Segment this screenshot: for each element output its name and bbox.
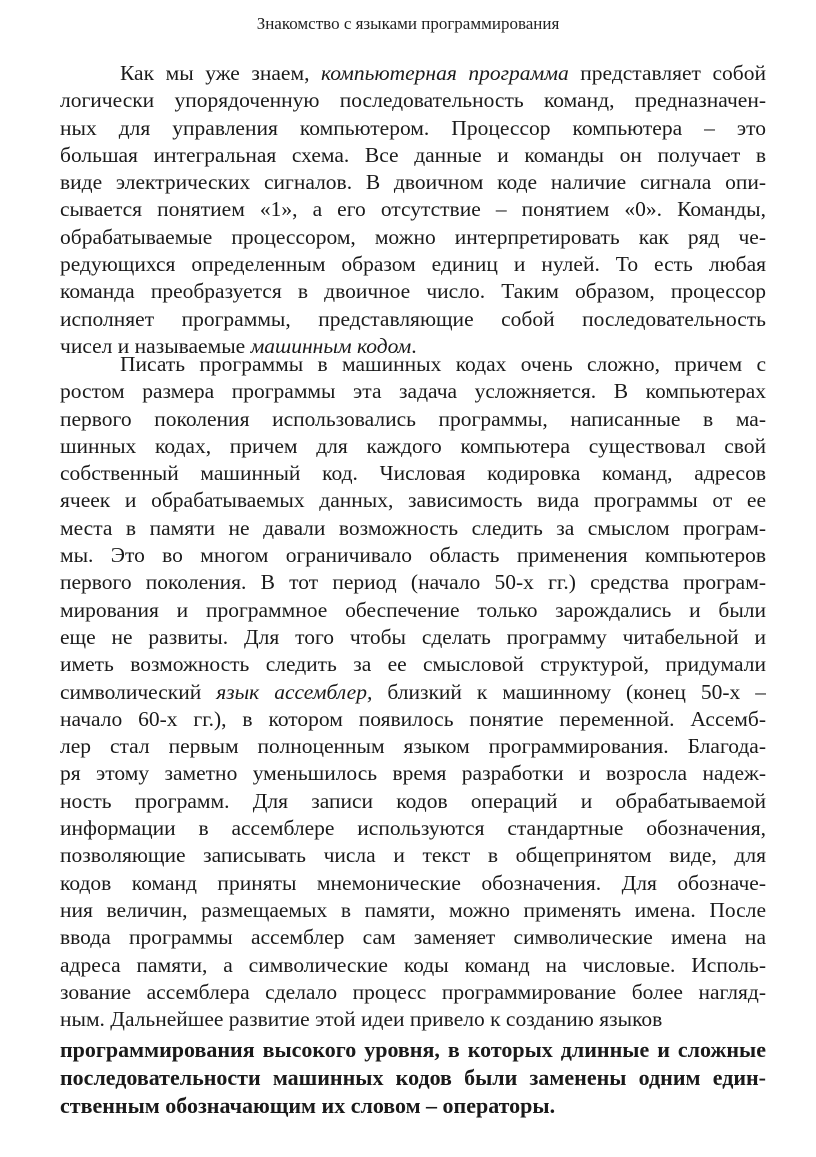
page-header: Знакомство с языками программирования [256,14,560,33]
text-line [60,60,766,87]
text-line [60,924,766,951]
text-line [60,870,766,897]
text-run: . [411,333,417,358]
text-run: сывается понятием «1», а его отсутствие – понятием «0». Команды, [60,197,766,222]
text-run: ря этому заметно уменьшилось время разработки и возросла надеж- [60,761,766,786]
text-run: начало 60-х гг.), в котором появилось понятие переменной. Ассемб- [60,706,766,731]
text-line [60,142,766,169]
text-line [60,87,766,114]
text-run: первого поколения. В тот период (начало 50-х гг.) средства програм- [60,570,766,595]
text-run: собственный машинный код. Числовая кодировка команд, адресов [60,461,766,486]
text-line [60,196,766,223]
text-run: редующихся определенным образом единиц и нулей. То есть любая [60,252,766,277]
text-run: зование ассемблера сделало процесс программирование более нагляд- [60,979,766,1004]
text-run: большая интегральная схема. Все данные и команды он получает в [60,142,766,167]
text-line [60,679,766,706]
text-line [60,378,766,405]
text-run: мы. Это во многом ограничивало область применения компьютеров [60,543,766,568]
text-line [60,1064,766,1092]
text-line [60,115,766,142]
text-run: ным. Дальнейшее развитие этой идеи привело к созданию языков [60,1007,663,1032]
text-run: представляет собой [568,61,766,85]
text-run: ния величин, размещаемых в памяти, можно применять имена. После [60,897,766,922]
text-line [60,897,766,924]
text-line [60,460,766,487]
text-line [60,406,766,433]
text-run: последовательности машинных кодов были заменены одним един- [60,1065,766,1090]
paragraph-2 [60,351,766,1033]
text-run: ввода программы ассемблер сам заменяет символические имена на [60,925,766,950]
text-run: виде электрических сигналов. В двоичном коде наличие сигнала опи- [60,170,766,195]
text-line [60,706,766,733]
text-run: ячеек и обрабатываемых данных, зависимость вида программы от ее [60,488,766,513]
text-run: адреса памяти, а символические коды команд на числовые. Исполь- [60,952,766,977]
text-line [60,624,766,651]
text-run: исполняет программы, представляющие собой последовательность [60,306,766,331]
text-line [60,651,766,678]
text-line [60,815,766,842]
text-line [60,569,766,596]
text-line [60,169,766,196]
text-run: ростом размера программы эта задача усложняется. В компьютерах [60,379,766,404]
text-line [60,487,766,514]
text-run: Писать программы в машинных кодах очень сложно, причем с [120,352,766,376]
text-run: обрабатываемые процессором, можно интерпретировать как ряд че- [60,224,766,249]
text-run: близкий к машинному (конец 50-х – [372,679,766,704]
text-run: ных для управления компьютером. Процессор компьютера – это [60,115,766,140]
text-run: позволяющие записывать числа и текст в общепринятом виде, для [60,843,766,868]
text-run: команда преобразуется в двоичное число. Таким образом, процессор [60,279,766,304]
text-run: ность программ. Для записи кодов операций и обрабатываемой [60,788,766,813]
text-run: информации в ассемблере используются стандартные обозначения, [60,816,766,841]
paragraph-1 [60,60,766,360]
text-run: логически упорядоченную последовательность команд, предназначен- [60,88,766,113]
text-line [60,224,766,251]
text-line [60,597,766,624]
text-run: лер стал первым полноценным языком программирования. Благода- [60,734,766,759]
text-run: мирования и программное обеспечение только зарождались и были [60,597,766,622]
text-run: ственным обозначающим их словом – операторы. [60,1093,556,1118]
text-run: Как мы уже знаем, [120,61,322,85]
text-line [60,842,766,869]
text-run: еще не развиты. Для того чтобы сделать программу читабельной и [60,624,766,649]
text-line [60,306,766,333]
text-line [60,278,766,305]
text-line [60,251,766,278]
text-run: чисел и называемые [60,333,251,358]
paragraph-3 [60,1036,766,1120]
text-line [60,515,766,542]
emphasized-term: язык ассемблер, [216,679,373,704]
text-run: первого поколения использовались программы, написанные в ма- [60,406,766,431]
text-line [60,733,766,760]
text-line [60,1092,766,1120]
text-line [60,351,766,378]
emphasized-term: компьютерная программа [321,61,569,85]
text-line [60,952,766,979]
text-run: иметь возможность следить за ее смысловой структурой, придумали [60,652,766,677]
text-line [60,788,766,815]
text-run: места в памяти не давали возможность следить за смыслом програм- [60,515,766,540]
text-line [60,979,766,1006]
text-run: программирования высокого уровня, в которых длинные и сложные [60,1037,766,1062]
emphasized-term: машинным кодом [250,333,412,358]
text-line [60,542,766,569]
text-run: символический [60,679,217,704]
text-run: шинных кодах, причем для каждого компьютера существовал свой [60,433,766,458]
text-line [60,1006,766,1033]
text-line [60,760,766,787]
text-line [60,433,766,460]
text-run: кодов команд приняты мнемонические обозначения. Для обозначе- [60,870,766,895]
text-line [60,1036,766,1064]
